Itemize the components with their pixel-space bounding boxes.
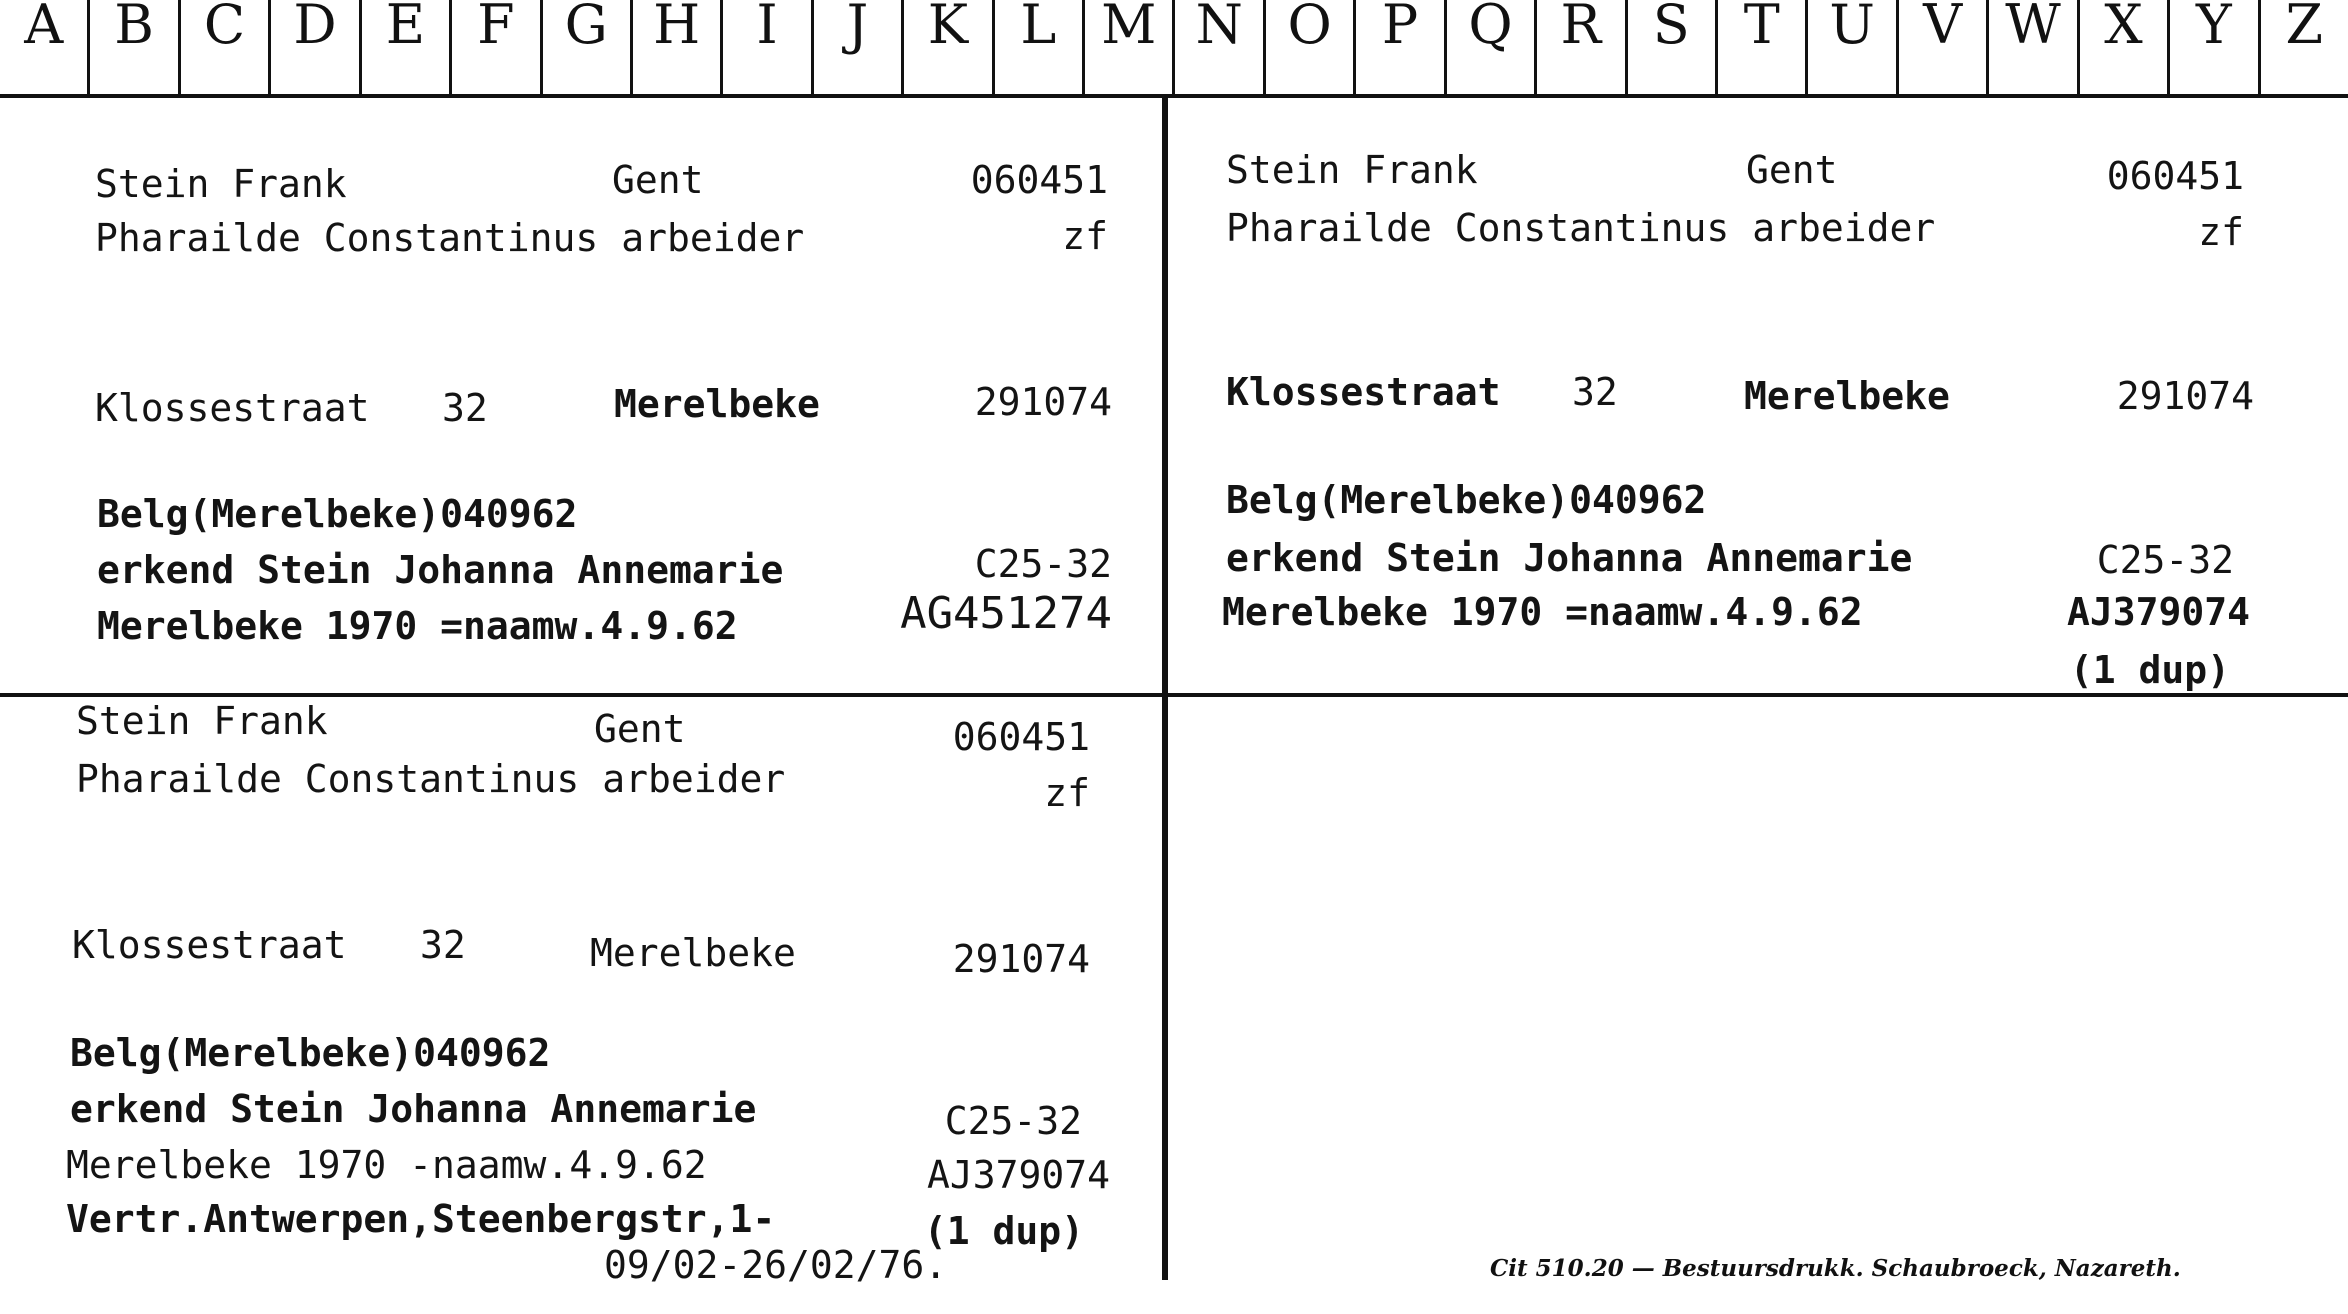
nationality: Belg(Merelbeke)040962 (97, 492, 578, 536)
city: Merelbeke (590, 931, 796, 975)
birthdate: 060451 (2106, 154, 2244, 198)
recognition: erkend Stein Johanna Annemarie (97, 548, 784, 592)
house-number: 32 (1572, 370, 1618, 414)
duplicate-note: (1 dup) (923, 1209, 1084, 1253)
alphabet-tab-row (0, 0, 2348, 98)
recognition: erkend Stein Johanna Annemarie (1226, 536, 1913, 580)
city: Merelbeke (1744, 374, 1950, 418)
tab-d: D (271, 0, 361, 94)
reference-code: C25-32 (944, 1099, 1082, 1143)
tab-e: E (362, 0, 452, 94)
tab-j: J (814, 0, 904, 94)
tab-f: F (452, 0, 542, 94)
tab-y: Y (2170, 0, 2260, 94)
tab-u: U (1808, 0, 1898, 94)
birthplace: Gent (594, 707, 686, 751)
street: Klossestraat (95, 386, 370, 430)
person-name: Stein Frank (1226, 148, 1478, 192)
person-name: Stein Frank (76, 699, 328, 743)
tab-n: N (1175, 0, 1265, 94)
birthplace: Gent (1746, 148, 1838, 192)
street: Klossestraat (1226, 370, 1501, 414)
registration-date: 291074 (2116, 374, 2254, 418)
tab-w: W (1989, 0, 2079, 94)
reference-code: C25-32 (974, 542, 1112, 586)
tab-z: Z (2285, 0, 2324, 56)
tab-g: G (543, 0, 633, 94)
city: Merelbeke (614, 382, 820, 426)
registration-date: 291074 (974, 380, 1112, 424)
naming-note: Merelbeke 1970 =naamw.4.9.62 (1222, 590, 1863, 634)
id-number: AJ379074 (2066, 590, 2250, 634)
tab-x: X (2080, 0, 2170, 94)
status-code: zf (2198, 210, 2244, 254)
id-number: AJ379074 (926, 1153, 1110, 1197)
tab-k: K (904, 0, 994, 94)
validity-dates: 09/02-26/02/76. (604, 1243, 948, 1287)
naming-note: Merelbeke 1970 =naamw.4.9.62 (97, 604, 738, 648)
record-card-top-right (1170, 96, 2254, 692)
tab-a: A (0, 0, 90, 94)
birthdate: 060451 (952, 715, 1090, 759)
tab-l: L (995, 0, 1085, 94)
tab-p: P (1356, 0, 1446, 94)
id-number: AG451274 (900, 588, 1112, 639)
tab-o: O (1266, 0, 1356, 94)
naming-note: Merelbeke 1970 -naamw.4.9.62 (66, 1143, 707, 1187)
representation-note: Vertr.Antwerpen,Steenbergstr,1- (66, 1197, 776, 1241)
tab-c: C (181, 0, 271, 94)
tab-h: H (633, 0, 723, 94)
duplicate-note: (1 dup) (2069, 648, 2230, 692)
status-code: zf (1044, 771, 1090, 815)
record-card-bottom-left (0, 697, 1110, 1287)
street: Klossestraat (72, 923, 347, 967)
tab-v: V (1899, 0, 1989, 94)
person-name: Stein Frank (95, 162, 347, 206)
vertical-divider (1162, 96, 1168, 1280)
nationality: Belg(Merelbeke)040962 (70, 1031, 551, 1075)
given-names-occupation: Pharailde Constantinus arbeider (1226, 206, 1936, 250)
recognition: erkend Stein Johanna Annemarie (70, 1087, 757, 1131)
given-names-occupation: Pharailde Constantinus arbeider (76, 757, 786, 801)
given-names-occupation: Pharailde Constantinus arbeider (95, 216, 805, 260)
birthdate: 060451 (970, 158, 1108, 202)
tab-r: R (1537, 0, 1627, 94)
tab-i: I (723, 0, 813, 94)
status-code: zf (1062, 214, 1108, 258)
house-number: 32 (442, 386, 488, 430)
house-number: 32 (420, 923, 466, 967)
printer-footer: Cit 510.20 — Bestuursdrukk. Schaubroeck, Nazareth. (1490, 1255, 2181, 1282)
registration-date: 291074 (952, 937, 1090, 981)
tab-b: B (90, 0, 180, 94)
nationality: Belg(Merelbeke)040962 (1226, 478, 1707, 522)
tab-s: S (1628, 0, 1718, 94)
tab-t: T (1718, 0, 1808, 94)
tab-q: Q (1447, 0, 1537, 94)
record-card-top-left (0, 96, 1112, 686)
birthplace: Gent (612, 158, 704, 202)
reference-code: C25-32 (2096, 538, 2234, 582)
tab-m: M (1085, 0, 1175, 94)
